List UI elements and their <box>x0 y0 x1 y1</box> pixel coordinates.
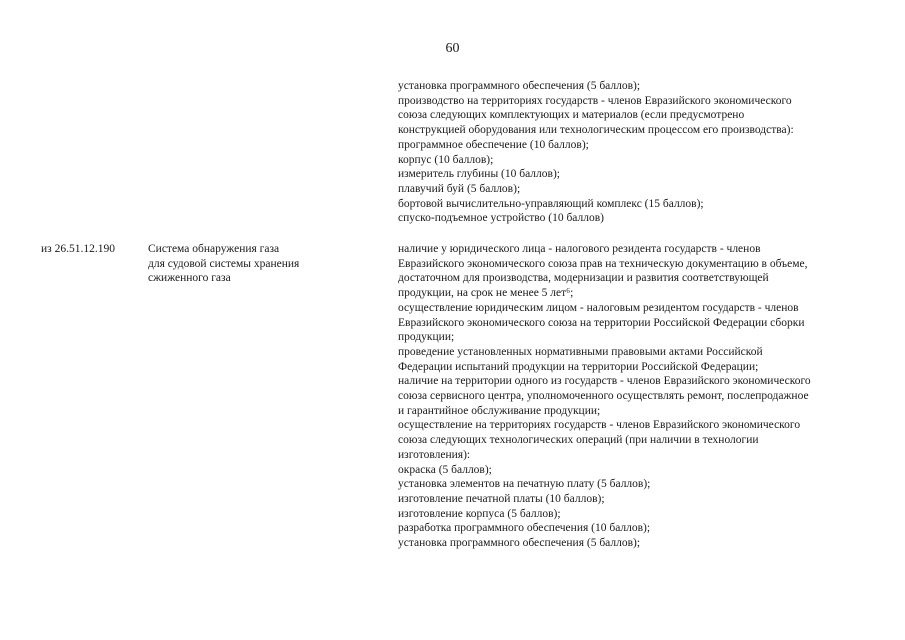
product-name-line: Система обнаружения газа <box>148 243 280 255</box>
requirement-line: окраска (5 баллов); <box>398 463 492 476</box>
requirement-line: осуществление юридическим лицом - налоговым резидентом государств - членов <box>398 301 799 314</box>
requirement-line: проведение установленных нормативными правовыми актами Российской <box>398 345 763 358</box>
requirement-line: наличие на территории одного из государств - членов Евразийского экономического <box>398 375 811 388</box>
requirement-line: продукции, на срок не менее 5 лет⁶; <box>398 287 574 300</box>
row-2-product-name <box>148 242 378 286</box>
requirement-line: Евразийского экономического союза прав на техническую документацию в объеме, <box>398 257 808 270</box>
requirement-line: союза сервисного центра, уполномоченного осуществлять ремонт, послепродажное <box>398 390 809 403</box>
row-2-requirements <box>398 242 878 551</box>
requirement-line: измеритель глубины (10 баллов); <box>398 168 560 181</box>
requirement-line: корпус (10 баллов); <box>398 153 494 166</box>
requirement-line: и гарантийное обслуживание продукции; <box>398 404 601 417</box>
requirement-line: бортовой вычислительно-управляющий комплекс (15 баллов); <box>398 197 704 210</box>
requirement-line: изготовление печатной платы (10 баллов); <box>398 492 605 505</box>
requirement-line: конструкцией оборудования или технологическим процессом его производства): <box>398 124 794 137</box>
requirement-line: программное обеспечение (10 баллов); <box>398 138 589 151</box>
requirement-line: плавучий буй (5 баллов); <box>398 182 521 195</box>
requirement-line: продукции; <box>398 331 455 344</box>
product-name-line: для судовой системы хранения <box>148 257 300 270</box>
requirement-line: союза следующих комплектующих и материалов (если предусмотрено <box>398 109 745 122</box>
requirement-line: достаточном для производства, модернизации и развития соответствующей <box>398 272 769 285</box>
requirement-line: установка программного обеспечения (5 баллов); <box>398 537 641 550</box>
requirement-line: установка программного обеспечения (5 баллов); <box>398 80 641 92</box>
product-name-line: сжиженного газа <box>148 272 231 285</box>
requirement-line: осуществление на территориях государств - членов Евразийского экономического <box>398 419 801 432</box>
requirement-line: наличие у юридического лица - налогового резидента государств - членов <box>398 243 761 255</box>
requirement-line: союза следующих технологических операций (при наличии в технологии <box>398 434 759 447</box>
requirement-line: спуско-подъемное устройство (10 баллов) <box>398 212 605 225</box>
requirement-line: производство на территориях государств - членов Евразийского экономического <box>398 94 792 107</box>
requirement-line: Федерации испытаний продукции на территории Российской Федерации; <box>398 360 759 373</box>
requirement-line: Евразийского экономического союза на территории Российской Федерации сборки <box>398 316 805 329</box>
page-number: 60 <box>445 41 460 56</box>
requirement-line: изготовления): <box>398 448 471 461</box>
requirement-line: разработка программного обеспечения (10 баллов); <box>398 522 651 535</box>
requirement-line: изготовление корпуса (5 баллов); <box>398 507 561 520</box>
row-1-requirements <box>398 79 878 226</box>
requirement-line: установка элементов на печатную плату (5 баллов); <box>398 478 651 491</box>
row-2-code: из 26.51.12.190 <box>41 243 115 255</box>
